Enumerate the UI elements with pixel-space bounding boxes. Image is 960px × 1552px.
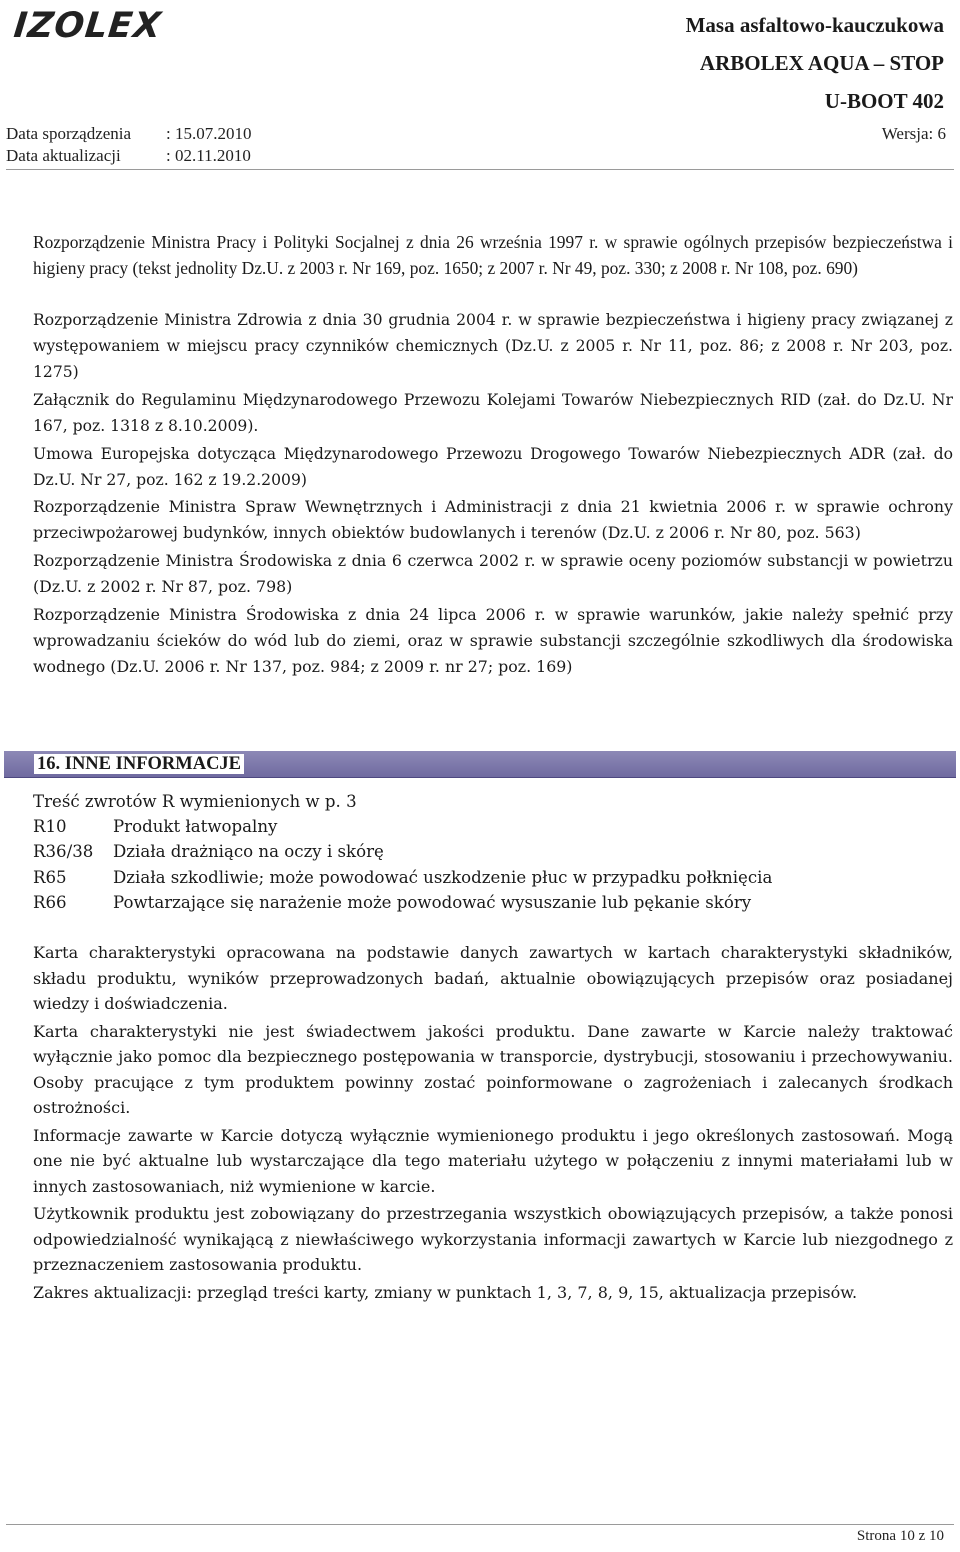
regulation-paragraph: Załącznik do Regulaminu Międzynarodowego Przewozu Kolejami Towarów Niebezpiecznych RID (zał. do Dz.U. Nr 167, poz. 1318 z 8.10.2009).: [33, 391, 953, 435]
r-phrase-code: R36/38: [33, 842, 94, 861]
r-phrase-code: R65: [33, 868, 67, 887]
footer-divider: [6, 1524, 954, 1525]
header-divider: [6, 169, 954, 170]
logo-text: IZOLEX: [11, 6, 164, 46]
updated-date-row: [6, 146, 251, 166]
info-paragraph: Karta charakterystyki opracowana na podstawie danych zawartych w kartach charakterystyki składników, składu produktu, wyników przeprowadzonych badań, aktualnie obowiązujących przepisów oraz posiadanej wiedzy i doświadczenia.: [33, 943, 953, 1013]
created-value: : 15.07.2010: [166, 124, 252, 143]
info-paragraph: Zakres aktualizacji: przegląd treści karty, zmiany w punktach 1, 3, 7, 8, 9, 15, aktualizacja przepisów.: [33, 1282, 858, 1302]
updated-value: : 02.11.2010: [166, 146, 251, 165]
page-number: Strona 10 z 10: [856, 1528, 944, 1544]
r-phrase-row: [33, 866, 772, 890]
r-phrase-text: Powtarzające się narażenie może powodować wysuszanie lub pękanie skóry: [113, 893, 752, 912]
info-paragraph: Użytkownik produktu jest zobowiązany do przestrzegania wszystkich obowiązujących przepisów, a także ponosi odpowiedzialność wynikającą z niewłaściwego wykorzystania informacji zawartych w Karcie lub niezgodnego z przeznaczeniem zastosowania produktu.: [33, 1204, 953, 1274]
created-date-row: [6, 124, 251, 144]
r-phrase-row: [33, 891, 751, 915]
regulation-paragraph: Rozporządzenie Ministra Spraw Wewnętrznych i Administracji z dnia 21 kwietnia 2006 r. w sprawie ochrony przeciwpożarowej budynków, innych obiektów budowlanych i terenów (Dz.U. z 2006 r. Nr 80, poz. 563): [33, 497, 953, 542]
section-title: [34, 753, 244, 775]
r-phrase-code: R66: [33, 893, 67, 912]
regulations-block-3: [33, 494, 953, 682]
regulations-block-2: [33, 307, 953, 495]
r-phrase-code: R10: [33, 817, 67, 836]
section-16-header: [4, 751, 956, 777]
regulation-paragraph: Rozporządzenie Ministra Środowiska z dnia 24 lipca 2006 r. w sprawie warunków, jakie należy spełnić przy wprowadzaniu ścieków do wód lub do ziemi, oraz w sprawie substancji szczególnie szkodliwych dla środowiska wodnego (Dz.U. 2006 r. Nr 137, poz. 984; z 2009 r. nr 27; poz. 169): [33, 605, 953, 676]
info-paragraph: Informacje zawarte w Karcie dotyczą wyłącznie wymienionego produktu i jego określonych zastosowań. Mogą one nie być aktualne lub wystarczające dla tego materiału użytego w połączeniu z innymi materiałami lub w innych zastosowaniach, niż wymienione w karcie.: [33, 1125, 953, 1196]
izolex-logo: [11, 6, 164, 46]
r-phrase-text: Działa drażniąco na oczy i skórę: [113, 842, 384, 861]
product-titles: [686, 6, 944, 120]
regulation-paragraph: Rozporządzenie Ministra Środowiska z dnia 6 czerwca 2002 r. w sprawie oceny poziomów substancji w powietrzu (Dz.U. z 2002 r. Nr 87, poz. 798): [33, 551, 953, 596]
created-label: Data sporządzenia: [6, 124, 132, 143]
section-16-paragraphs: [33, 940, 953, 1307]
version-label: Wersja: 6: [881, 124, 946, 143]
info-paragraph: Karta charakterystyki nie jest świadectwem jakości produktu. Dane zawarte w Karcie należy traktować wyłącznie jako pomoc dla bezpiecznego postępowania w transporcie, dystrybucji, stosowaniu i przechowywaniu. Osoby pracujące z tym produktem powinny zostać poinformowane o zagrożeniach i zalecanych środkach ostrożności.: [33, 1021, 953, 1117]
regulation-paragraph: Rozporządzenie Ministra Pracy i Polityki Socjalnej z dnia 26 września 1997 r. w sprawie ogólnych przepisów bezpieczeństwa i higieny pracy (tekst jednolity Dz.U. z 2003 r. Nr 169, poz. 1650; z 2007 r. Nr 49, poz. 330; z 2008 r. Nr 108, poz. 690): [33, 232, 953, 278]
product-line-2: ARBOLEX AQUA – STOP: [699, 51, 944, 75]
r-phrase-row: [33, 815, 277, 839]
r-phrases-heading: Treść zwrotów R wymienionych w p. 3: [33, 792, 357, 811]
product-line-3: U-BOOT 402: [824, 89, 944, 113]
updated-label: Data aktualizacji: [6, 146, 121, 165]
r-phrase-text: Produkt łatwopalny: [113, 817, 278, 836]
r-phrase-text: Działa szkodliwie; może powodować uszkodzenie płuc w przypadku połknięcia: [113, 868, 773, 887]
product-line-1: Masa asfaltowo-kauczukowa: [685, 13, 944, 37]
regulation-paragraph: Rozporządzenie Ministra Zdrowia z dnia 30 grudnia 2004 r. w sprawie bezpieczeństwa i higieny pracy związanej z występowaniem w miejscu pracy czynników chemicznych (Dz.U. z 2005 r. Nr 11, poz. 86; z 2008 r. Nr 203, poz. 1275): [33, 311, 953, 381]
regulation-paragraph: Umowa Europejska dotycząca Międzynarodowego Przewozu Drogowego Towarów Niebezpiecznych ADR (zał. do Dz.U. Nr 27, poz. 162 z 19.2.2009): [33, 445, 953, 489]
section-title-text: 16. INNE INFORMACJE: [34, 754, 244, 774]
r-phrase-row: [33, 840, 384, 864]
